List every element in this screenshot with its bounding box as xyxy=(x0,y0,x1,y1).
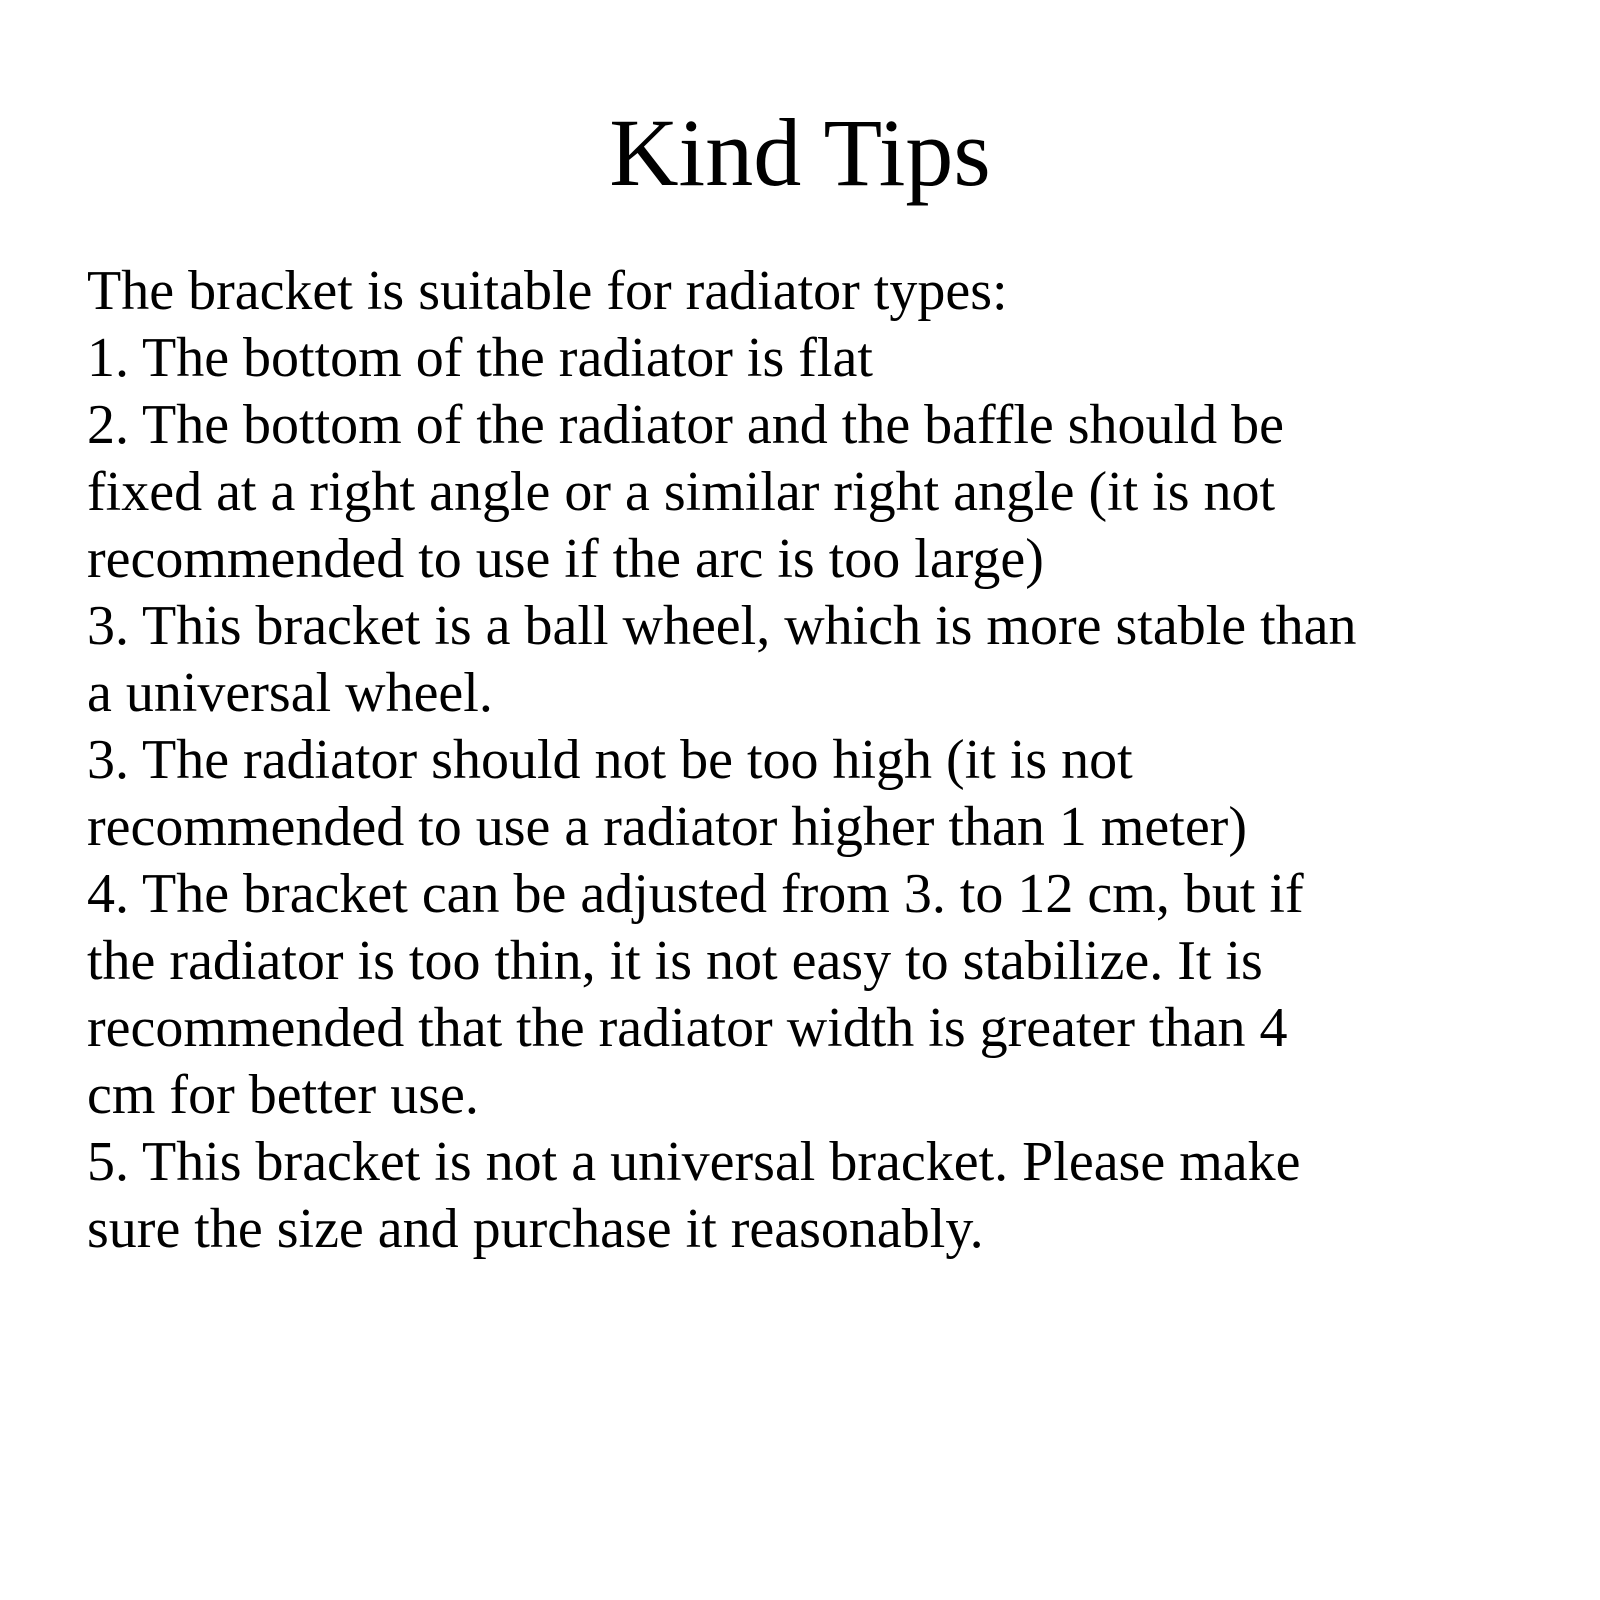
tip-line: recommended that the radiator width is greater than 4 xyxy=(87,997,1288,1059)
tip-line: recommended to use a radiator higher than 1 meter) xyxy=(87,796,1247,858)
tips-text xyxy=(87,258,1567,1263)
tip-line: fixed at a right angle or a similar right angle (it is not xyxy=(87,461,1276,523)
tip-line: 5. This bracket is not a universal bracket. Please make xyxy=(87,1131,1301,1193)
tip-line: sure the size and purchase it reasonably. xyxy=(87,1198,984,1260)
tip-line: 4. The bracket can be adjusted from 3. to 12 cm, but if xyxy=(87,863,1304,925)
tip-line: 1. The bottom of the radiator is flat xyxy=(87,327,873,389)
tip-line: a universal wheel. xyxy=(87,662,493,724)
tip-line: the radiator is too thin, it is not easy to stabilize. It is xyxy=(87,930,1263,992)
intro-line: The bracket is suitable for radiator types: xyxy=(87,260,1008,322)
tip-line: 3. The radiator should not be too high (it is not xyxy=(87,729,1133,791)
tip-line: 2. The bottom of the radiator and the baffle should be xyxy=(87,394,1284,456)
tip-line: recommended to use if the arc is too large) xyxy=(87,528,1044,590)
page-title: Kind Tips xyxy=(609,99,991,206)
tip-line: 3. This bracket is a ball wheel, which is more stable than xyxy=(87,595,1357,657)
tip-line: cm for better use. xyxy=(87,1064,479,1126)
